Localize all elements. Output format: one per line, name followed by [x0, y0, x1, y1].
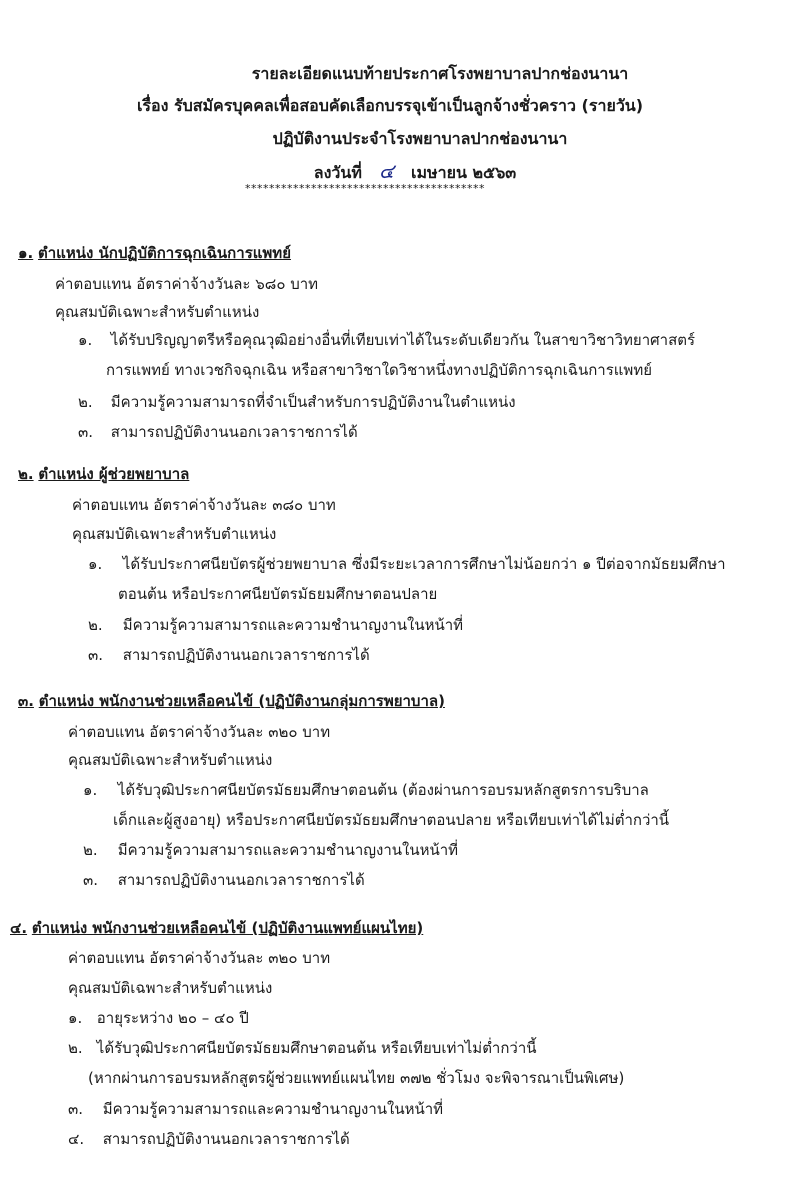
list-item: ๑. ได้รับวุฒิประกาศนียบัตรมัธยมศึกษาตอนต้น (ต้องผ่านการอบรมหลักสูตรการบริบาล	[83, 781, 649, 799]
position-3-pay: ค่าตอบแทน อัตราค่าจ้างวันละ ๓๒๐ บาท	[68, 723, 331, 741]
list-item: ๑. ได้รับประกาศนียบัตรผู้ช่วยพยาบาล ซึ่งมีระยะเวลาการศึกษาไม่น้อยกว่า ๑ ปีต่อจากมัธยมศึกษา	[88, 555, 726, 573]
list-item-continuation: การแพทย์ ทางเวชกิจฉุกเฉิน หรือสาขาวิชาใดวิชาหนึ่งทางปฏิบัติการฉุกเฉินการแพทย์	[106, 361, 652, 379]
list-item: ๓. มีความรู้ความสามารถและความชำนาญงานในหน้าที่	[68, 1100, 444, 1118]
list-item: ๓. สามารถปฏิบัติงานนอกเวลาราชการได้	[83, 871, 365, 889]
position-1-number: ๑.	[18, 244, 34, 262]
list-item: ๔. สามารถปฏิบัติงานนอกเวลาราชการได้	[68, 1130, 350, 1148]
header-divider: ****************************************	[245, 182, 485, 195]
header-subject: เรื่อง รับสมัครบุคคลเพื่อสอบคัดเลือกบรรจุเข้าเป็นลูกจ้างชั่วคราว (รายวัน)	[136, 96, 644, 115]
date-prefix: ลงวันที่	[313, 163, 362, 182]
list-item: ๓. สามารถปฏิบัติงานนอกเวลาราชการได้	[78, 423, 358, 441]
position-1-qual-header: คุณสมบัติเฉพาะสำหรับตำแหน่ง	[55, 303, 260, 321]
position-2-qual-header: คุณสมบัติเฉพาะสำหรับตำแหน่ง	[72, 525, 277, 543]
position-2-number: ๒.	[18, 465, 34, 483]
header-title: รายละเอียดแนบท้ายประกาศโรงพยาบาลปากช่องนานา	[251, 64, 629, 83]
position-4-number: ๔.	[10, 919, 28, 937]
list-item-continuation: เด็กและผู้สูงอายุ) หรือประกาศนียบัตรมัธยมศึกษาตอนปลาย หรือเทียบเท่าได้ไม่ต่ำกว่านี้	[113, 811, 670, 829]
position-1-pay: ค่าตอบแทน อัตราค่าจ้างวันละ ๖๘๐ บาท	[55, 275, 319, 293]
list-item-continuation: ตอนต้น หรือประกาศนียบัตรมัธยมศึกษาตอนปลาย	[118, 585, 438, 603]
header-workplace: ปฏิบัติงานประจำโรงพยาบาลปากช่องนานา	[272, 129, 568, 148]
position-4-qual-header: คุณสมบัติเฉพาะสำหรับตำแหน่ง	[68, 979, 273, 997]
list-item: ๓. สามารถปฏิบัติงานนอกเวลาราชการได้	[88, 646, 370, 664]
position-2-title: ตำแหน่ง ผู้ช่วยพยาบาล	[38, 465, 190, 483]
list-item: ๒. มีความรู้ความสามารถและความชำนาญงานในหน้าที่	[88, 616, 464, 634]
position-3-qual-header: คุณสมบัติเฉพาะสำหรับตำแหน่ง	[68, 751, 273, 769]
position-4-heading	[10, 916, 423, 940]
list-item: ๒. มีความรู้ความสามารถและความชำนาญงานในหน้าที่	[83, 841, 459, 859]
list-item: ๑. ได้รับปริญญาตรีหรือคุณวุฒิอย่างอื่นที่เทียบเท่าได้ในระดับเดียวกัน ในสาขาวิชาวิทยาศาสตร์	[78, 331, 696, 349]
position-4-title: ตำแหน่ง พนักงานช่วยเหลือคนไข้ (ปฏิบัติงานแพทย์แผนไทย)	[31, 919, 424, 937]
list-item-continuation: (หากผ่านการอบรมหลักสูตรผู้ช่วยแพทย์แผนไทย ๓๗๒ ชั่วโมง จะพิจารณาเป็นพิเศษ)	[88, 1069, 625, 1087]
position-2-heading	[18, 462, 189, 486]
list-item: ๑. อายุระหว่าง ๒๐ – ๔๐ ปี	[68, 1009, 249, 1027]
position-3-heading	[18, 689, 445, 713]
position-3-title: ตำแหน่ง พนักงานช่วยเหลือคนไข้ (ปฏิบัติงานกลุ่มการพยาบาล)	[38, 692, 445, 710]
date-day-handwritten: ๔	[378, 159, 395, 183]
position-3-number: ๓.	[18, 692, 34, 710]
position-1-title: ตำแหน่ง นักปฏิบัติการฉุกเฉินการแพทย์	[38, 244, 291, 262]
list-item: ๒. มีความรู้ความสามารถที่จำเป็นสำหรับการปฏิบัติงานในตำแหน่ง	[78, 393, 516, 411]
position-4-pay: ค่าตอบแทน อัตราค่าจ้างวันละ ๓๒๐ บาท	[68, 949, 331, 967]
date-month-year: เมษายน ๒๕๖๓	[411, 163, 517, 182]
list-item: ๒. ได้รับวุฒิประกาศนียบัตรมัธยมศึกษาตอนต้น หรือเทียบเท่าไม่ต่ำกว่านี้	[68, 1039, 537, 1057]
position-1-heading	[18, 241, 291, 265]
position-2-pay: ค่าตอบแทน อัตราค่าจ้างวันละ ๓๘๐ บาท	[72, 496, 336, 514]
